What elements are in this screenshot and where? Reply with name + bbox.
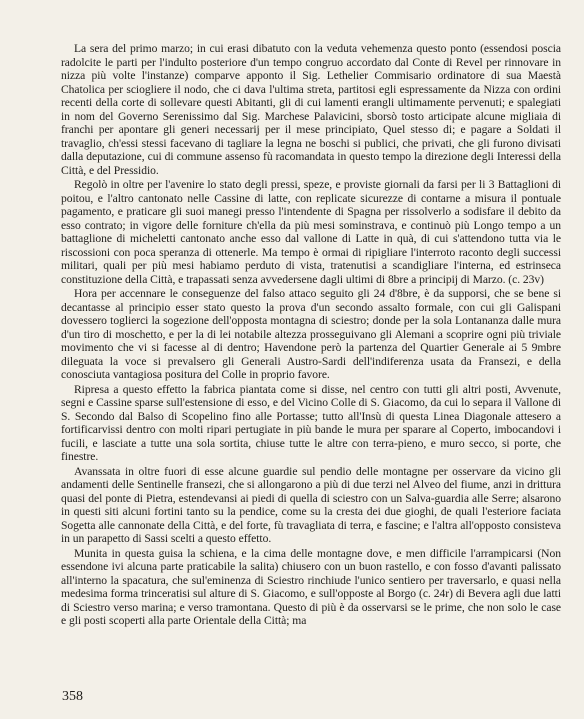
paragraph-1: La sera del primo marzo; in cui erasi dibatuto con la veduta vehemenza questo ponto (essendosi poscia radolcite le parti per l'indulto posteriore d'un tempo congruo accordato dal Conte di Revel per rinnovare in nizza più volte l'instanze) comparve apponto il Sig. Lethelier Commisario ordinatore di sua Maestà Chatolica per sciogliere il nodo, che ci dava l'ultima streta, partitosi egli espressamente da Nizza con ordini recenti della corte di sollevare questi Abitanti, gli di cui lamenti erangli ultimamente pervenuti; e spalegiati in nom del Governo Serenissimo dal Sig. Marchese Palavicini, sborsò tosto articipate alcune migliaia di franchi per apontare gli generi necessarij per il mese principiato, Quel stesso di; e pagare a Soldati il travaglio, ch'essi stessi facevano di tagliare la legna ne boschi si publici, che privati, che gli furono divisati dalla deputazione, cui di commune assenso fù racomandata in questo tempo la direzione degli Interessi della Città, e del Pressidio. [61,42,561,177]
paragraph-2: Regolò in oltre per l'avenire lo stato degli pressi, speze, e proviste giornali da farsi per li 3 Battaglioni di poitou, e l'altro cantonato nelle Cassine di latte, con replicate sicurezze di contarne a misura il pontuale pagamento, e praticare gli suoi manegi presso l'intendente di Spagna per rissolverlo a sodisfare il debito da esso contrato; in vigore delle forniture ch'ella da più mesi sominstrava, e continuò più Longo tempo a un battaglione di micheletti cantonato anche esso dal vallone di Latte in quà, di cui s'attendono tutta via le riscossioni con poca speranza di ottenerle. Ma tempo è ormai di ripigliare l'interroto raconto degli successi militari, quali per più mesi habiamo perduto di vista, tratenutisi a scandigliare l'interna, ed estrinseca constituzione della Città, e trapassati senza avvedersene dagli ultimi di 8bre a principij di Marzo. (c. 23v) [61,178,561,286]
paragraph-6: Munita in questa guisa la schiena, e la cima delle montagne dove, e men difficile l'arrampicarsi (Non essendone ivi alcuna parte praticabile la salita) chiusero con un buon rastello, e con fosso d'avanti palissato all'interno la spacatura, che sul'eminenza di Sciestro rinchiude l'unico sentiero per traversarlo, e quasi nella medesima forma trinceratisi sul alture di S. Giacomo, e sull'opposte al Borgo (c. 24r) di Bevera agli due latti di Sciestro verso marina; e verso tramontana. Questo di più è da osservarsi se le prime, che non solo le case e gli posti scoperti alla parte Orientale della Città; ma [61,546,561,627]
page-number: 358 [62,689,83,704]
paragraph-4: Ripresa a questo effetto la fabrica piantata come si disse, nel centro con tutti gli altri posti, Avvenute, segni e Cassine sparse sull'estensione di esso, e del Vicino Colle di S. Giacomo, da cui lo separa il Vallone di S. Secondo dal Balso di Scopelino fino alle Portasse; tutto all'Insù di questa Linea Diagonale attesero a fortificarvissi dentro con molti ripari pertugiate in più bande le mura per sparare al Coperto, imbocandovi i fucili, e lasciate a tutte una sola sortita, chiuse tutte le altre con terra-pieno, e muro secco, si porte, che finestre. [61,382,561,463]
paragraph-3: Hora per accennare le conseguenze del falso attaco seguito gli 24 d'8bre, è da supporsi, che se bene si decantasse al principio esser stato questo la prova d'un secondo assalto formale, con cui gli Galispani dovessero toglierci la sogezione dell'opposta montagna di sciestro; donde per la sola Lontananza dalle mura d'un tiro di moschetto, e per la di lei notabile altezza prosseguivano gli Alemani a scoprire ogni più triviale movimento che vi si facesse al di dentro; Havendone però la partenza del Quartier Generale ai 5 9mbre dileguata la voce si prevalsero gli Generali Austro-Sardi dell'indiferenza usata da Fransezi, e della conosciuta vantagiosa positura del Colle in proprio favore. [61,287,561,381]
paragraph-5: Avanssata in oltre fuori di esse alcune guardie sul pendio delle montagne per osservare da vicino gli andamenti delle Sentinelle fransezi, che si allongarono a più di due terzi nel Alveo del fiume, anzi in drittura quasi del ponte di Pietra, estendevansi ai piedi di quella di sciestro con un Salva-guardia alle Serre; alsarono in questi siti alcuni fortini tanto su la pendice, come su la cresta dei due gioghi, de quali l'esteriore faciata Sogetta alle cannonate della Città, e del forte, fù travagliata di terra, e fascine; e l'altra all'opposto consisteva in un parapetto di Sassi scelti a questo effetto. [61,464,561,545]
body-text [61,42,561,629]
